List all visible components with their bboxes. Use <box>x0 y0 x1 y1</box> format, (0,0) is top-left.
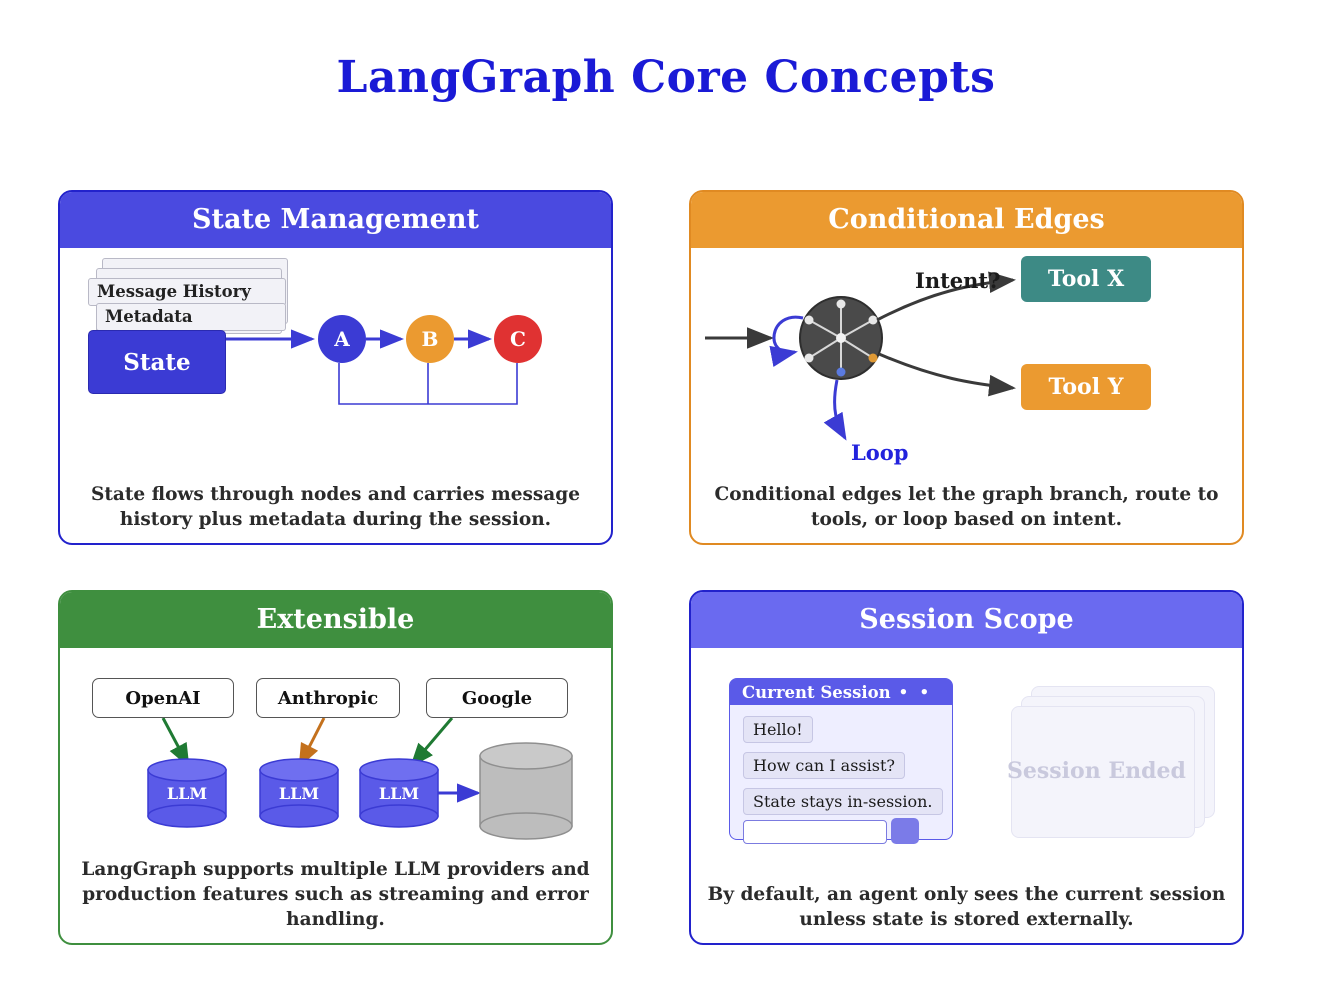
storage-cylinder <box>480 743 572 839</box>
llm-label-2: LLM <box>278 784 320 803</box>
panel-session-header: Session Scope <box>691 592 1242 648</box>
card-metadata: Metadata <box>96 303 286 331</box>
provider-openai: OpenAI <box>92 678 234 718</box>
session-caption: By default, an agent only sees the current session unless state is stored externally. <box>707 884 1226 931</box>
llm-label-3: LLM <box>378 784 420 803</box>
provider-google: Google <box>426 678 568 718</box>
chat-send-button[interactable] <box>891 818 919 844</box>
chat-input-field[interactable] <box>743 820 887 844</box>
node-c: C <box>494 315 542 363</box>
loop-label: Loop <box>851 440 909 465</box>
extensible-caption: LangGraph supports multiple LLM providers and production features such as streaming and error handling. <box>81 859 590 931</box>
panel-extensible <box>58 590 613 945</box>
panel-extensible-body <box>60 648 611 943</box>
node-b: B <box>406 315 454 363</box>
chat-title-bar <box>730 679 952 705</box>
state-caption: State flows through nodes and carries message history plus metadata during the session. <box>90 484 580 531</box>
panel-state-header: State Management <box>60 192 611 248</box>
llm-label-1: LLM <box>166 784 208 803</box>
concept-grid <box>58 190 1274 960</box>
card-message-history: Message History <box>88 278 286 306</box>
conditional-caption: Conditional edges let the graph branch, route to tools, or loop based on intent. <box>714 484 1219 531</box>
chat-title-text: Current Session <box>742 682 891 702</box>
panel-conditional-body <box>691 248 1242 543</box>
tool-x-box: Tool X <box>1021 256 1151 302</box>
chat-message-1: Hello! <box>743 716 813 743</box>
panel-extensible-header: Extensible <box>60 592 611 648</box>
panel-session-scope <box>689 590 1244 945</box>
chat-message-3: State stays in-session. <box>743 788 943 815</box>
chat-title-dots: • • <box>898 683 933 701</box>
tool-y-box: Tool Y <box>1021 364 1151 410</box>
session-ended-label: Session Ended <box>1007 758 1186 784</box>
panel-state-management <box>58 190 613 545</box>
chat-message-2: How can I assist? <box>743 752 905 779</box>
panel-conditional-edges <box>689 190 1244 545</box>
panel-conditional-header: Conditional Edges <box>691 192 1242 248</box>
page-title: LangGraph Core Concepts <box>336 52 996 103</box>
state-box: State <box>88 330 226 394</box>
provider-anthropic: Anthropic <box>256 678 400 718</box>
panel-session-body <box>691 648 1242 943</box>
node-a: A <box>318 315 366 363</box>
intent-label: Intent? <box>915 268 1001 293</box>
panel-state-body <box>60 248 611 543</box>
